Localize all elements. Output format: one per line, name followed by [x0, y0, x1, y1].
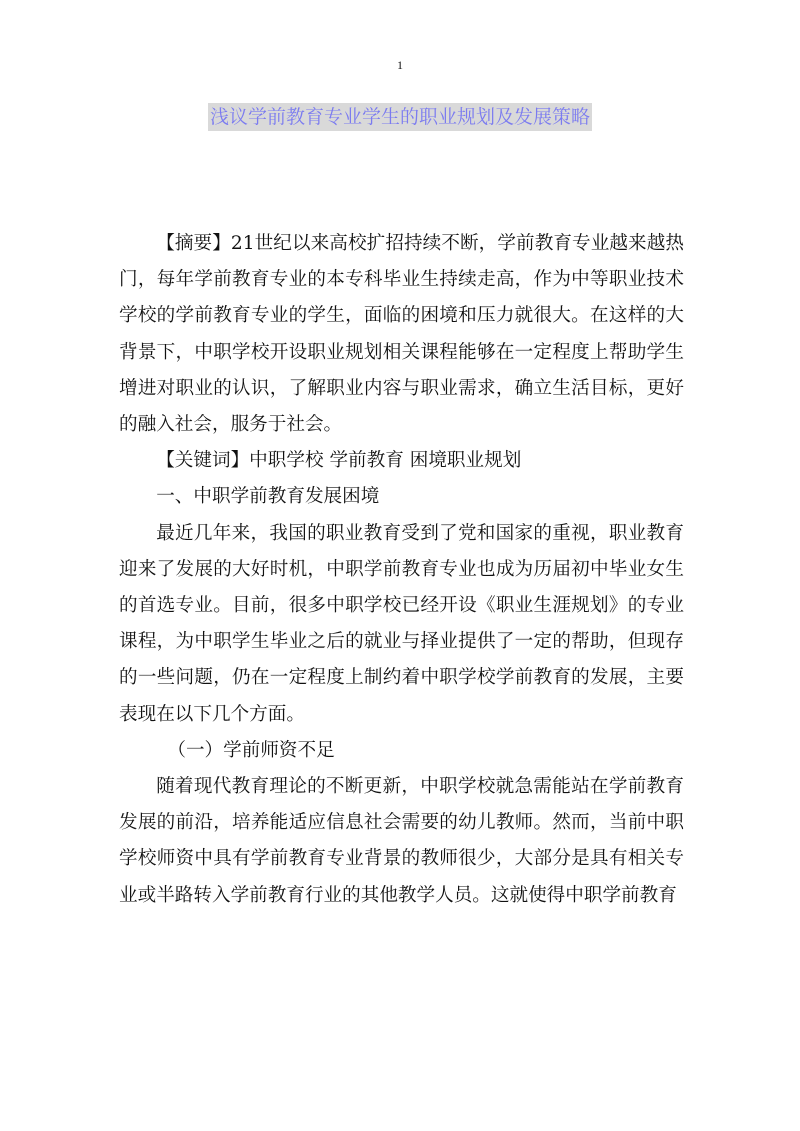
keywords-paragraph: 【关键词】中职学校 学前教育 困境职业规划	[156, 450, 522, 472]
subsection-paragraph: 随着现代教育理论的不断更新，中职学校就急需能站在学前教育发展的前沿，培养能适应信息社会需要的幼儿教师。然而，当前中职学校师资中具有学前教育专业背景的教师很少，大部分是具有相关专业或半路转入学前教育行业的其他教学人员。这就使得中职学前教育	[119, 776, 684, 906]
subsection-heading: （一）学前师资不足	[167, 739, 335, 761]
section-heading: 一、中职学前教育发展困境	[156, 486, 380, 508]
document-body	[119, 226, 684, 914]
title-container	[0, 103, 800, 131]
abstract-paragraph: 【摘要】21世纪以来高校扩招持续不断，学前教育专业越来越热门，每年学前教育专业的本专科毕业生持续走高，作为中等职业技术学校的学前教育专业的学生，面临的困境和压力就很大。在这样的大背景下，中职学校开设职业规划相关课程能够在一定程度上帮助学生增进对职业的认识，了解职业内容与职业需求，确立生活目标，更好的融入社会，服务于社会。	[119, 233, 684, 436]
section-paragraph: 最近几年来，我国的职业教育受到了党和国家的重视，职业教育迎来了发展的大好时机，中职学前教育专业也成为历届初中毕业女生的首选专业。目前，很多中职学校已经开设《职业生涯规划》的专业课程，为中职学生毕业之后的就业与择业提供了一定的帮助，但现存的一些问题，仍在一定程度上制约着中职学校学前教育的发展，主要表现在以下几个方面。	[119, 522, 684, 725]
page-number: 1	[397, 58, 403, 72]
document-title: 浅议学前教育专业学生的职业规划及发展策略	[208, 103, 592, 131]
